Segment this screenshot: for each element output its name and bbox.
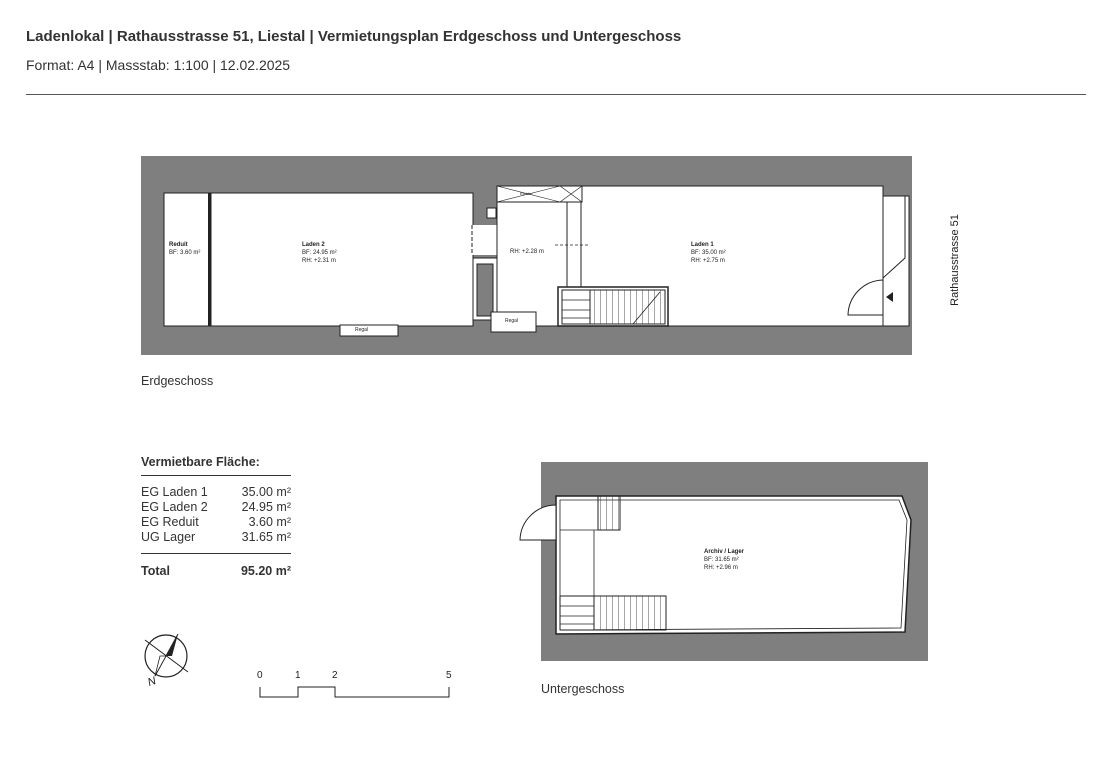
ground-floor-caption: Erdgeschoss — [141, 374, 214, 388]
area-total-value: 95.20 m² — [240, 564, 291, 578]
area-row — [141, 530, 291, 545]
laden2-name: Laden 2 — [302, 242, 325, 248]
laden1-area: BF: 35.00 m² — [691, 250, 726, 256]
lager-name: Archiv / Lager — [704, 549, 745, 555]
regal-box-2 — [340, 325, 398, 336]
basement-caption: Untergeschoss — [541, 682, 625, 696]
basement-door — [520, 505, 556, 540]
area-row-value: 24.95 m² — [241, 500, 291, 514]
area-row-label: EG Laden 1 — [141, 485, 208, 499]
corridor-height: RH: +2.28 m — [510, 249, 544, 255]
elektro-label: Elektro — [520, 191, 533, 196]
room-laden-1 — [497, 186, 883, 326]
small-cabinet — [487, 208, 496, 218]
north-arrow-icon — [145, 634, 188, 677]
passage — [472, 225, 498, 255]
ground-floor-plan — [141, 156, 912, 355]
area-row-label: UG Lager — [141, 530, 196, 544]
laden1-name: Laden 1 — [691, 242, 714, 248]
area-total-label: Total — [141, 564, 170, 578]
scale-tick-2: 2 — [332, 670, 338, 681]
scale-tick-1: 1 — [295, 670, 301, 681]
regal-label-2: Regal — [505, 318, 519, 324]
page-title: Ladenlokal | Rathausstrasse 51, Liestal | Vermietungsplan Erdgeschoss und Untergeschoss — [26, 28, 682, 45]
room-reduit — [164, 193, 210, 326]
area-total-row — [141, 554, 291, 578]
lager-height: RH: +2.96 m — [704, 565, 738, 571]
lager-area: BF: 31.65 m² — [704, 557, 739, 563]
regal-label-1: Regal — [355, 327, 369, 333]
reduit-area: BF: 3.60 m² — [169, 250, 201, 256]
area-row-label: EG Reduit — [141, 515, 199, 529]
laden2-height: RH: +2.31 m — [302, 258, 336, 264]
area-row-value: 3.60 m² — [248, 515, 291, 529]
laden1-height: RH: +2.75 m — [691, 258, 725, 264]
area-row-label: EG Laden 2 — [141, 500, 208, 514]
scale-tick-0: 0 — [257, 670, 263, 681]
reduit-name: Reduit — [169, 242, 188, 248]
area-table-heading: Vermietbare Fläche: — [141, 455, 291, 476]
north-label: N — [146, 675, 158, 689]
room-laden-2 — [211, 193, 473, 326]
scale-tick-5: 5 — [446, 670, 452, 681]
area-row-value: 31.65 m² — [241, 530, 291, 544]
area-row-value: 35.00 m² — [241, 485, 291, 499]
laden2-area: BF: 24.95 m² — [302, 250, 337, 256]
staircase-basement — [598, 496, 620, 530]
elektro-cabinet — [497, 186, 582, 202]
area-table — [141, 455, 291, 578]
page-subtitle: Format: A4 | Massstab: 1:100 | 12.02.2025 — [26, 57, 291, 73]
area-row — [141, 485, 291, 500]
street-label: Rathausstrasse 51 — [949, 214, 961, 306]
area-row — [141, 500, 291, 515]
area-row — [141, 515, 291, 530]
scale-bar — [260, 687, 449, 697]
